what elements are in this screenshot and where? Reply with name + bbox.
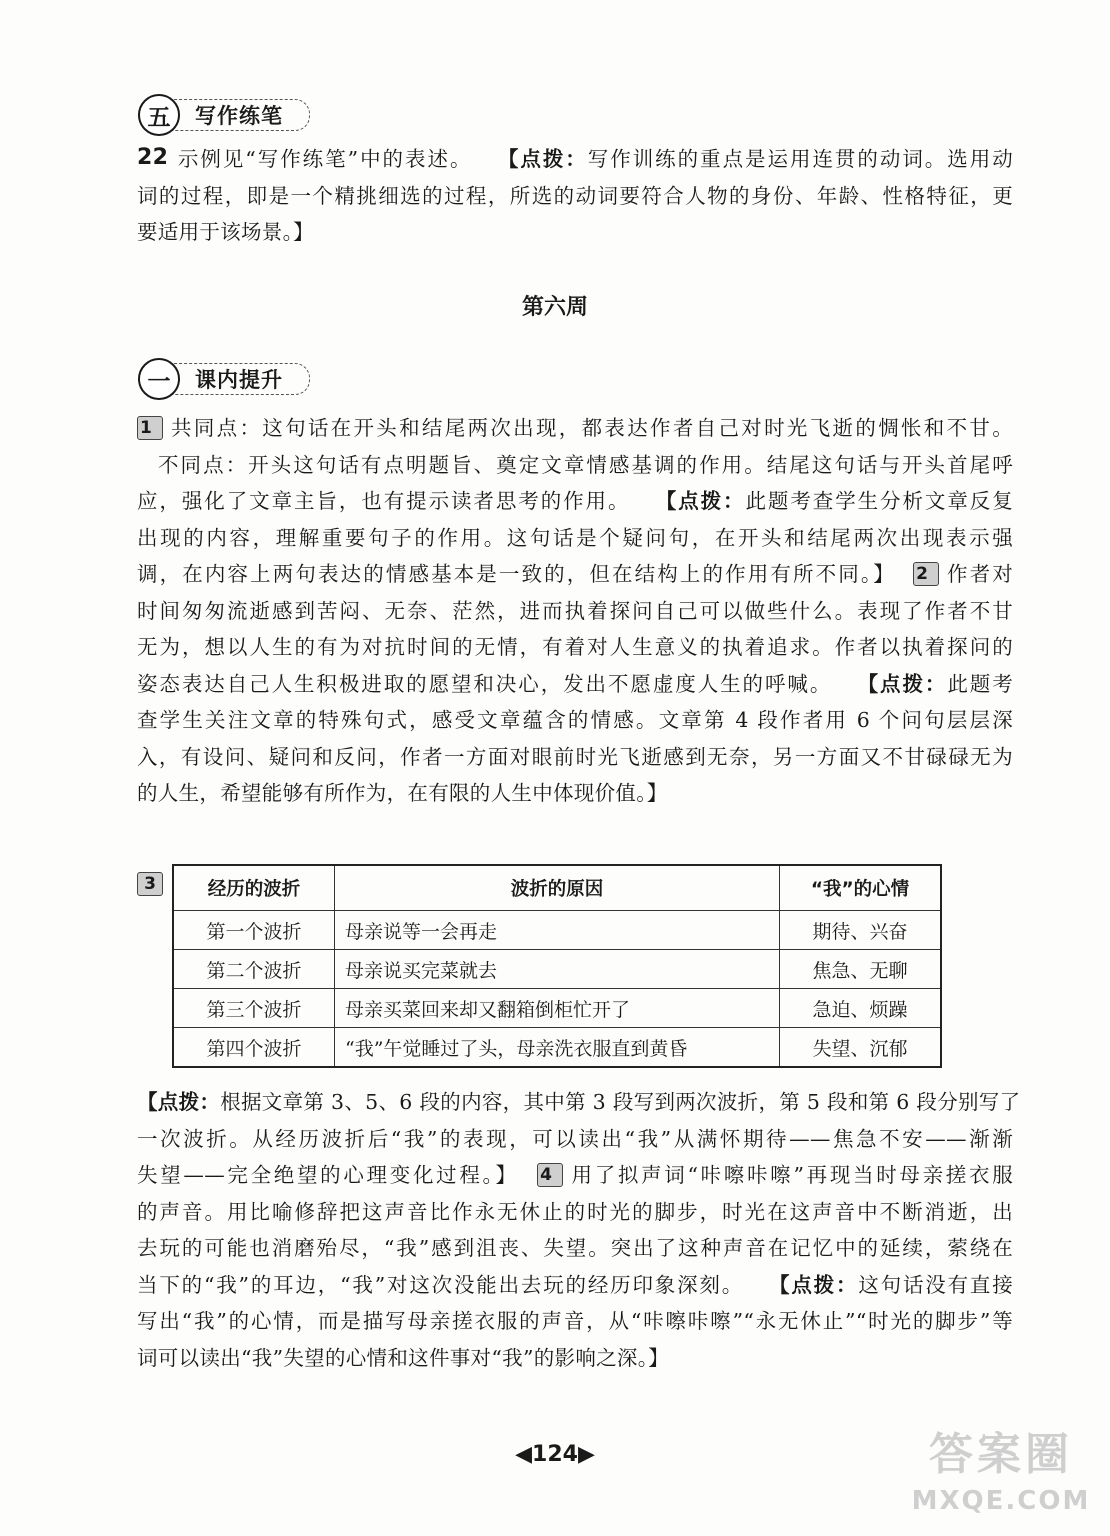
hint-text-line: 要适用于该场景。】 [137, 220, 314, 244]
hint-text-line: 写出“我”的心情，而是描写母亲搓衣服的声音，从“咔嚓咔嚓”“永无休止”“时光的脚步”等 [137, 1309, 1013, 1333]
watermark-url: MXQE.COM [911, 1486, 1091, 1516]
hint-text-line: 查学生关注文章的特殊句式，感受文章蕴含的情感。文章第 4 段作者用 6 个问句层层深 [137, 708, 1013, 732]
hint-text-line: 的人生，希望能够有所作为，在有限的人生中体现价值。】 [137, 781, 668, 805]
answer-text: 用了拟声词“咔嚓咔嚓”再现当时母亲搓衣服 [569, 1163, 1013, 1187]
question-22-block [137, 141, 1013, 251]
answer-text-line: 去玩的可能也消磨殆尽，“我”感到沮丧、失望。突出了这种声音在记忆中的延续，萦绕在 [137, 1236, 1013, 1260]
table-cell: 母亲买菜回来却又翻箱倒柜忙开了 [335, 989, 780, 1028]
answer-text: 应，强化了文章主旨，也有提示读者思考的作用。 [137, 489, 631, 513]
answer-text-line: 时间匆匆流逝感到苦闷、无奈、茫然，进而执着探问自己可以做些什么。表现了作者不甘 [137, 598, 1013, 623]
question-3-4-block [137, 1084, 1021, 1376]
section-header-writing [138, 94, 310, 136]
hint-label: 【点拨： [497, 147, 588, 171]
hint-text: 此题考查学生分析文章反复 [745, 489, 1013, 513]
hint-text: 写作训练的重点是运用连贯的动词。选用动 [587, 147, 1014, 171]
answer-text-line: 无为，想以人生的有为对抗时间的无情，有着对人生意义的执着追求。作者以执着探问的 [137, 635, 1013, 659]
hint-text-line: 出现的内容，理解重要句子的作用。这句话是个疑问句，在开头和结尾两次出现表示强 [137, 525, 1013, 550]
table-cell: 第四个波折 [173, 1028, 335, 1068]
answer-text: 共同点：这句话在开头和结尾两次出现，都表达作者自己对时光飞逝的惆怅和不甘。 [169, 416, 1013, 440]
hint-text-line: 词的过程，即是一个精挑细选的过程，所选的动词要符合人物的身份、年龄、性格特征，更 [137, 183, 1013, 208]
table-cell: 期待、兴奋 [780, 911, 942, 950]
table-header-cell: 经历的波折 [173, 865, 335, 911]
answer-text: 当下的“我”的耳边，“我”对这次没能出去玩的经历印象深刻。 [137, 1272, 745, 1297]
hint-label: 【点拨： [137, 1090, 221, 1114]
table-cell: 母亲说买完菜就去 [335, 950, 780, 989]
answer-text: 姿态表达自己人生积极进取的愿望和决心，发出不愿虚度人生的呼喊。 [137, 671, 833, 696]
section-number-badge: 五 [138, 94, 180, 136]
week-title: 第六周 [521, 295, 588, 320]
section-number-badge: 一 [138, 358, 180, 400]
answer-text-line: 不同点：开头这句话有点明题旨、奠定文章情感基调的作用。结尾这句话与开头首尾呼 [158, 452, 1013, 477]
table-row [173, 1028, 941, 1068]
question-number: 22 [137, 145, 169, 170]
answer-text: 作者对 [945, 562, 1014, 586]
answer-text: 示例见“写作练笔”中的表述。 [176, 147, 473, 171]
hint-label: 【点拨： [769, 1272, 859, 1297]
wave-table [172, 864, 942, 1068]
section-header-class [138, 358, 310, 400]
table-header-cell: “我”的心情 [780, 865, 942, 911]
table-cell: “我”午觉睡过了头，母亲洗衣服直到黄昏 [335, 1028, 780, 1068]
page-number: ◀124▶ [515, 1442, 595, 1467]
hint-text: 失望——完全绝望的心理变化过程。】 [137, 1163, 519, 1187]
hint-label: 【点拨： [655, 489, 746, 513]
hint-text: 这句话没有直接 [858, 1272, 1013, 1297]
question-number: 1 [137, 416, 163, 440]
table-header-row [173, 865, 941, 911]
hint-text: 调，在内容上两句表达的情感基本是一致的，但在结构上的作用有所不同。】 [137, 562, 896, 586]
hint-text-line: 一次波折。从经历波折后“我”的表现，可以读出“我”从满怀期待——焦急不安——渐渐 [137, 1126, 1013, 1151]
table-cell: 第三个波折 [173, 989, 335, 1028]
section-title: 课内提升 [164, 363, 310, 395]
section-title: 写作练笔 [164, 99, 310, 131]
table-cell: 焦急、无聊 [780, 950, 942, 989]
question-number: 2 [913, 562, 939, 586]
table-cell: 失望、沉郁 [780, 1028, 942, 1068]
hint-label: 【点拨： [857, 671, 948, 696]
answer-text-line: 的声音。用比喻修辞把这声音比作永无休止的时光的脚步，时光在这声音中不断消逝，出 [137, 1199, 1013, 1224]
table-row [173, 989, 941, 1028]
table-row [173, 950, 941, 989]
question-number: 3 [137, 872, 163, 896]
hint-text-line: 入，有设问、疑问和反问，作者一方面对眼前时光飞逝感到无奈，另一方面又不甘碌碌无为 [137, 744, 1013, 769]
hint-text: 此题考 [947, 671, 1014, 696]
question-number: 4 [537, 1163, 563, 1187]
watermark-logo [906, 1426, 1096, 1530]
table-header-cell: 波折的原因 [335, 865, 780, 911]
table-row [173, 911, 941, 950]
question-1-2-block [137, 410, 1013, 812]
table-cell: 母亲说等一会再走 [335, 911, 780, 950]
table-cell: 第一个波折 [173, 911, 335, 950]
table-cell: 第二个波折 [173, 950, 335, 989]
watermark-text: 答案圈 [929, 1429, 1073, 1480]
table-cell: 急迫、烦躁 [780, 989, 942, 1028]
hint-text-line: 词可以读出“我”失望的心情和这件事对“我”的影响之深。】 [137, 1345, 670, 1370]
hint-text: 根据文章第 3、5、6 段的内容，其中第 3 段写到两次波折，第 5 段和第 6 段分别写了 [220, 1090, 1021, 1114]
